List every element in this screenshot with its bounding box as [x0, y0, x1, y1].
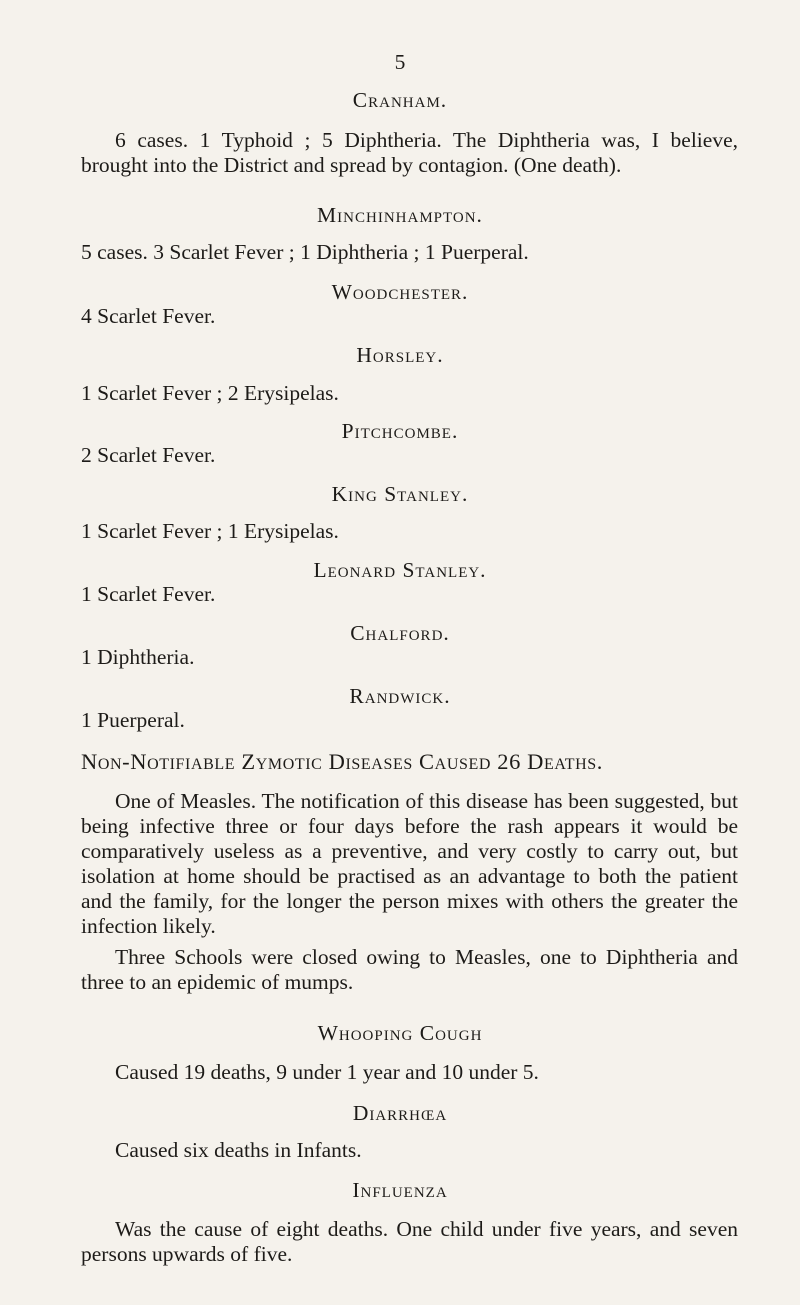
- heading-diarrhoea: Diarrhœa: [352, 1101, 448, 1125]
- heading-pitchcombe: Pitchcombe.: [341, 419, 459, 443]
- heading-woodchester: Woodchester.: [331, 280, 469, 304]
- text-horsley: 1 Scarlet Fever ; 2 Erysipelas.: [81, 381, 339, 405]
- heading-chalford: Chalford.: [350, 621, 450, 645]
- text-cranham: 6 cases. 1 Typhoid ; 5 Diphtheria. The Diphtheria was, I believe, brought into the District and spread by contagion. (One death).: [81, 128, 738, 177]
- text-randwick: 1 Puerperal.: [81, 708, 185, 732]
- heading-influenza: Influenza: [352, 1178, 448, 1202]
- text-woodchester: 4 Scarlet Fever.: [81, 304, 216, 328]
- text-schools-closed: Three Schools were closed owing to Measles, one to Diphtheria and three to an epidemic of mumps.: [81, 945, 738, 994]
- page-number: 5: [394, 50, 406, 74]
- text-king-stanley: 1 Scarlet Fever ; 1 Erysipelas.: [81, 519, 339, 543]
- heading-horsley: Horsley.: [356, 343, 444, 367]
- heading-randwick: Randwick.: [349, 684, 451, 708]
- text-leonard-stanley: 1 Scarlet Fever.: [81, 582, 216, 606]
- heading-non-notifiable: Non-Notifiable Zymotic Diseases Caused 26 Deaths.: [81, 749, 604, 774]
- text-whooping-cough: Caused 19 deaths, 9 under 1 year and 10 under 5.: [115, 1060, 539, 1084]
- heading-minchinhampton: Minchinhampton.: [317, 203, 483, 227]
- heading-cranham: Cranham.: [352, 88, 448, 112]
- heading-king-stanley: King Stanley.: [331, 482, 469, 506]
- text-chalford: 1 Diphtheria.: [81, 645, 195, 669]
- text-diarrhoea: Caused six deaths in Infants.: [115, 1138, 362, 1162]
- text-minchinhampton: 5 cases. 3 Scarlet Fever ; 1 Diphtheria ; 1 Puerperal.: [81, 240, 529, 264]
- text-pitchcombe: 2 Scarlet Fever.: [81, 443, 216, 467]
- heading-whooping-cough: Whooping Cough: [317, 1021, 483, 1045]
- heading-leonard-stanley: Leonard Stanley.: [313, 558, 487, 582]
- text-measles: One of Measles. The notification of this disease has been suggested, but being infective three or four days before the rash appears it would be comparatively useless as a preventive, and very costly to carry out, but isolation at home should be practised as an advantage to both the patient and the family, for the longer the person mixes with others the greater the infection likely.: [81, 789, 738, 938]
- text-influenza: Was the cause of eight deaths. One child under five years, and seven persons upwards of five.: [81, 1217, 738, 1266]
